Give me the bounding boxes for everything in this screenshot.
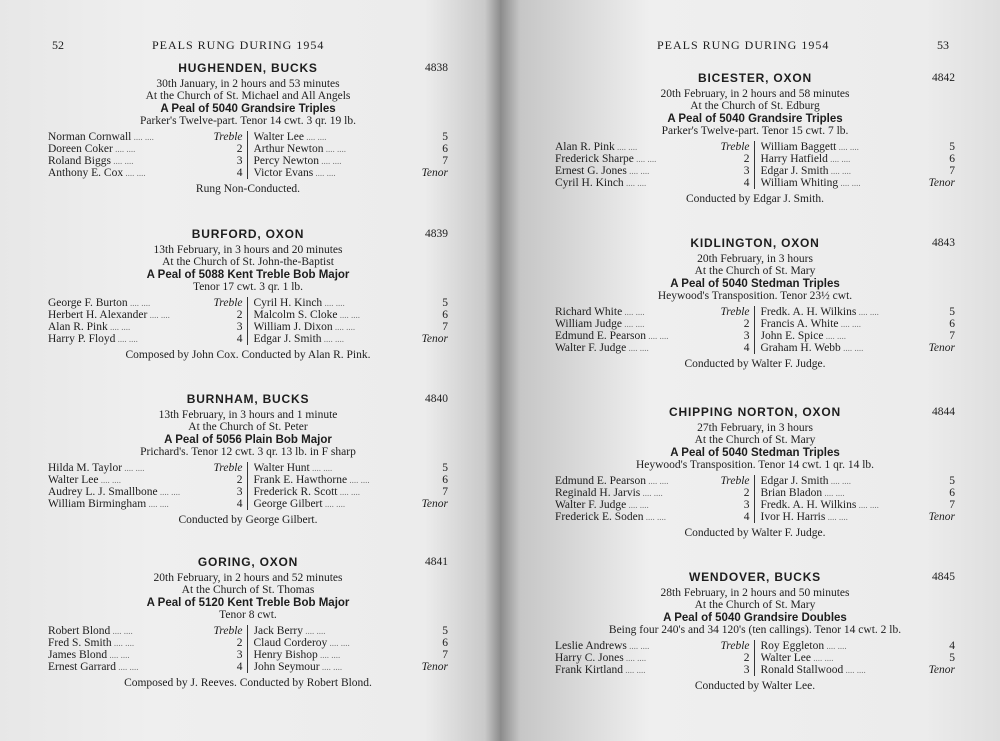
ringers-right-column xyxy=(755,306,956,354)
ringer-bell: 7 xyxy=(949,498,955,511)
ringer-row xyxy=(761,342,956,354)
ringer-name: Roy Eggleton .... xyxy=(761,640,916,652)
peal-entry xyxy=(555,72,955,205)
ringer-bell: Treble xyxy=(720,305,750,318)
ringers-table xyxy=(555,141,955,189)
ringer-bell: 5 xyxy=(949,305,955,318)
ringers-left-column xyxy=(48,462,248,510)
peal-place: HUGHENDEN, BUCKS xyxy=(178,61,318,75)
ringer-row xyxy=(48,321,243,333)
peal-number: 4839 xyxy=(425,228,448,240)
peal-number: 4844 xyxy=(932,406,955,418)
ringer-bell: 7 xyxy=(442,648,448,661)
ringer-name: Fred S. Smith .... xyxy=(48,637,203,649)
ringer-name: Harry P. Floyd .... xyxy=(48,333,203,345)
ringer-name: John Seymour .... xyxy=(254,661,409,673)
peal-method: A Peal of 5040 Stedman Triples xyxy=(670,446,840,459)
ringer-name: William J. Dixon .... xyxy=(254,321,409,333)
peal-entry xyxy=(48,228,448,361)
ringer-bell: 3 xyxy=(743,663,750,676)
ringer-row xyxy=(761,141,956,153)
ringers-right-column xyxy=(755,640,956,676)
ringer-name: Cyril H. Kinch .... xyxy=(555,177,710,189)
ringer-name: Alan R. Pink .... xyxy=(555,141,710,153)
peal-note: Rung Non-Conducted. xyxy=(195,182,301,195)
peal-entry xyxy=(48,62,448,195)
ringer-row xyxy=(254,309,449,321)
running-title: PEALS RUNG DURING 1954 xyxy=(152,38,325,52)
ringer-row xyxy=(254,486,449,498)
ringer-name: Edgar J. Smith .... xyxy=(761,475,916,487)
peal-date-time: 27th February, in 3 hours xyxy=(697,421,813,434)
peal-date-time: 13th February, in 3 hours and 1 minute xyxy=(158,408,338,421)
ringer-row xyxy=(48,309,243,321)
ringer-row xyxy=(254,297,449,309)
ringer-name: Frederick R. Scott .... xyxy=(254,486,409,498)
ringer-bell: 4 xyxy=(949,639,955,652)
ringer-bell: 3 xyxy=(236,320,243,333)
ringer-row xyxy=(48,474,243,486)
ringer-bell: 2 xyxy=(236,142,243,155)
peal-number: 4842 xyxy=(932,72,955,84)
ringer-name: Edgar J. Smith .... xyxy=(761,165,916,177)
ringer-bell: 3 xyxy=(743,498,750,511)
ringer-bell: 5 xyxy=(949,651,955,664)
ringer-bell: Treble xyxy=(213,296,243,309)
peal-place: WENDOVER, BUCKS xyxy=(688,570,821,584)
ringers-right-column xyxy=(755,475,956,523)
ringer-bell: Tenor xyxy=(421,166,448,179)
peal-note: Composed by John Cox. Conducted by Alan R. Pink. xyxy=(125,348,371,361)
ringer-bell: Tenor xyxy=(928,176,955,189)
ringer-bell: 5 xyxy=(442,130,448,143)
ringer-row xyxy=(48,131,243,143)
peal-details: Parker's Twelve-part. Tenor 15 cwt. 7 lb. xyxy=(661,125,849,137)
ringer-row xyxy=(555,153,750,165)
ringer-row xyxy=(761,652,956,664)
ringer-name: Ronald Stallwood .... xyxy=(761,664,916,676)
ringer-name: William Baggett .... xyxy=(761,141,916,153)
ringer-row xyxy=(555,652,750,664)
ringer-name: Henry Bishop .... xyxy=(254,649,409,661)
ringer-row xyxy=(555,165,750,177)
peal-details: Being four 240's and 34 120's (ten callings). Tenor 14 cwt. 2 lb. xyxy=(608,624,902,636)
ringer-row xyxy=(48,297,243,309)
ringer-name: Francis A. White .... xyxy=(761,318,916,330)
peal-date-time: 20th February, in 2 hours and 52 minutes xyxy=(153,571,343,584)
right-page xyxy=(500,0,1000,741)
ringer-bell: 4 xyxy=(236,497,243,510)
page-number: 53 xyxy=(937,38,949,52)
ringer-bell: 4 xyxy=(743,341,750,354)
peal-church: At the Church of St. Edburg xyxy=(690,100,820,112)
ringer-bell: Treble xyxy=(213,130,243,143)
ringer-row xyxy=(555,640,750,652)
ringer-row xyxy=(761,640,956,652)
peal-method: A Peal of 5040 Stedman Triples xyxy=(670,277,840,290)
ringer-name: Doreen Coker .... xyxy=(48,143,203,155)
ringers-right-column xyxy=(248,131,449,179)
ringers-left-column xyxy=(48,297,248,345)
peal-number: 4841 xyxy=(425,556,448,568)
peal-church: At the Church of St. Thomas xyxy=(181,584,315,596)
peal-details: Tenor 17 cwt. 3 qr. 1 lb. xyxy=(192,281,304,293)
ringer-name: Walter Lee .... xyxy=(761,652,916,664)
ringer-name: William Whiting .... xyxy=(761,177,916,189)
ringer-bell: 7 xyxy=(949,329,955,342)
ringer-name: Audrey L. J. Smallbone .... xyxy=(48,486,203,498)
ringer-row xyxy=(555,511,750,523)
ringer-row xyxy=(761,487,956,499)
ringer-bell: 2 xyxy=(236,308,243,321)
ringer-row xyxy=(48,155,243,167)
ringer-row xyxy=(48,625,243,637)
peal-note: Composed by J. Reeves. Conducted by Robert Blond. xyxy=(124,676,372,689)
ringer-row xyxy=(254,637,449,649)
ringer-bell: 6 xyxy=(949,486,955,499)
ringer-bell: 4 xyxy=(743,176,750,189)
ringer-name: Walter F. Judge .... xyxy=(555,499,710,511)
ringer-name: Alan R. Pink .... xyxy=(48,321,203,333)
peal-church: At the Church of St. John-the-Baptist xyxy=(162,256,334,268)
peal-details: Heywood's Transposition. Tenor 14 cwt. 1 qr. 14 lb. xyxy=(635,459,875,471)
ringers-right-column xyxy=(755,141,956,189)
peal-method: A Peal of 5088 Kent Treble Bob Major xyxy=(146,268,350,281)
ringer-row xyxy=(254,498,449,510)
ringer-bell: 3 xyxy=(743,329,750,342)
ringer-name: Walter Lee .... xyxy=(254,131,409,143)
peal-number: 4843 xyxy=(932,237,955,249)
ringers-left-column xyxy=(555,306,755,354)
ringer-name: Edmund E. Pearson .... xyxy=(555,330,710,342)
ringer-bell: 5 xyxy=(442,624,448,637)
ringer-name: William Judge .... xyxy=(555,318,710,330)
ringer-bell: 5 xyxy=(949,474,955,487)
peal-details: Parker's Twelve-part. Tenor 14 cwt. 3 qr. 19 lb. xyxy=(140,115,356,127)
peal-method: A Peal of 5120 Kent Treble Bob Major xyxy=(146,596,350,609)
ringers-table xyxy=(48,462,448,510)
ringer-name: Leslie Andrews .... xyxy=(555,640,710,652)
ringer-name: Victor Evans .... xyxy=(254,167,409,179)
ringer-bell: 7 xyxy=(442,154,448,167)
peal-method: A Peal of 5040 Grandsire Doubles xyxy=(663,611,847,624)
ringer-bell: 2 xyxy=(236,636,243,649)
ringer-bell: 6 xyxy=(949,317,955,330)
ringers-right-column xyxy=(248,625,449,673)
ringer-bell: 6 xyxy=(442,473,448,486)
ringer-bell: 4 xyxy=(236,660,243,673)
ringer-name: Ernest Garrard .... xyxy=(48,661,203,673)
ringer-name: James Blond .... xyxy=(48,649,203,661)
ringer-row xyxy=(254,131,449,143)
ringer-row xyxy=(254,661,449,673)
ringer-bell: 6 xyxy=(442,142,448,155)
ringer-name: Harry C. Jones .... xyxy=(555,652,710,664)
ringers-left-column xyxy=(48,131,248,179)
peal-note: Conducted by Walter F. Judge. xyxy=(684,526,826,539)
ringer-bell: Treble xyxy=(720,140,750,153)
ringer-row xyxy=(48,649,243,661)
ringer-name: Robert Blond .... xyxy=(48,625,203,637)
ringer-row xyxy=(48,661,243,673)
ringer-name: Anthony E. Cox .... xyxy=(48,167,203,179)
ringer-row xyxy=(48,143,243,155)
peal-place: GORING, OXON xyxy=(197,555,299,569)
ringer-name: Reginald H. Jarvis .... xyxy=(555,487,710,499)
ringer-name: Frank Kirtland .... xyxy=(555,664,710,676)
ringer-row xyxy=(254,462,449,474)
ringer-name: Brian Bladon .... xyxy=(761,487,916,499)
peal-method: A Peal of 5056 Plain Bob Major xyxy=(164,433,332,446)
peal-church: At the Church of St. Peter xyxy=(188,421,308,433)
ringer-bell: 7 xyxy=(442,320,448,333)
ringer-name: Malcolm S. Cloke .... xyxy=(254,309,409,321)
ringer-row xyxy=(761,664,956,676)
peal-date-time: 20th February, in 3 hours xyxy=(697,252,813,265)
ringer-row xyxy=(48,462,243,474)
ringer-name: Graham H. Webb .... xyxy=(761,342,916,354)
ringer-name: Frank E. Hawthorne .... xyxy=(254,474,409,486)
peal-place: BURFORD, OXON xyxy=(191,227,305,241)
ringer-row xyxy=(761,153,956,165)
ringer-row xyxy=(555,330,750,342)
ringer-bell: 3 xyxy=(236,485,243,498)
ringer-row xyxy=(555,306,750,318)
ringer-row xyxy=(254,333,449,345)
ringer-bell: 5 xyxy=(442,296,448,309)
ringer-bell: 4 xyxy=(743,510,750,523)
ringer-row xyxy=(254,474,449,486)
ringers-left-column xyxy=(48,625,248,673)
ringer-row xyxy=(555,487,750,499)
ringer-bell: 2 xyxy=(743,651,750,664)
ringer-name: Edmund E. Pearson .... xyxy=(555,475,710,487)
peal-entry xyxy=(555,571,955,692)
peal-entry xyxy=(48,556,448,689)
peal-number: 4840 xyxy=(425,393,448,405)
ringer-row xyxy=(48,333,243,345)
ringer-row xyxy=(555,342,750,354)
ringer-name: Frederick Sharpe .... xyxy=(555,153,710,165)
ringer-name: Roland Biggs .... xyxy=(48,155,203,167)
ringer-row xyxy=(254,167,449,179)
ringer-bell: Treble xyxy=(720,474,750,487)
ringer-name: Walter Lee .... xyxy=(48,474,203,486)
ringer-row xyxy=(555,141,750,153)
ringer-bell: Treble xyxy=(213,461,243,474)
peal-note: Conducted by George Gilbert. xyxy=(178,513,318,526)
ringer-bell: Tenor xyxy=(421,497,448,510)
ringers-left-column xyxy=(555,141,755,189)
ringer-bell: 3 xyxy=(743,164,750,177)
ringer-bell: 5 xyxy=(442,461,448,474)
ringer-bell: 5 xyxy=(949,140,955,153)
ringer-row xyxy=(761,499,956,511)
ringer-row xyxy=(254,321,449,333)
ringer-row xyxy=(761,177,956,189)
ringer-row xyxy=(48,637,243,649)
peal-church: At the Church of St. Mary xyxy=(694,434,816,446)
ringer-row xyxy=(555,177,750,189)
ringer-row xyxy=(555,664,750,676)
ringer-bell: 3 xyxy=(236,648,243,661)
ringer-name: Walter Hunt .... xyxy=(254,462,409,474)
ringer-name: Fredk. A. H. Wilkins .... xyxy=(761,306,916,318)
ringer-row xyxy=(761,306,956,318)
ringers-table xyxy=(555,306,955,354)
ringer-row xyxy=(254,155,449,167)
peal-entry xyxy=(555,237,955,370)
ringer-row xyxy=(555,499,750,511)
ringer-row xyxy=(48,498,243,510)
peal-date-time: 28th February, in 2 hours and 50 minutes xyxy=(660,586,850,599)
ringer-bell: Tenor xyxy=(421,332,448,345)
peal-date-time: 20th February, in 2 hours and 58 minutes xyxy=(660,87,850,100)
ringer-name: Hilda M. Taylor .... xyxy=(48,462,203,474)
ringer-row xyxy=(254,143,449,155)
ringers-table xyxy=(48,131,448,179)
running-title: PEALS RUNG DURING 1954 xyxy=(657,38,830,52)
ringer-name: Ivor H. Harris .... xyxy=(761,511,916,523)
ringer-row xyxy=(555,475,750,487)
peal-place: CHIPPING NORTON, OXON xyxy=(669,405,841,419)
peal-method: A Peal of 5040 Grandsire Triples xyxy=(667,112,843,125)
ringer-name: Edgar J. Smith .... xyxy=(254,333,409,345)
ringer-row xyxy=(555,318,750,330)
peal-entry xyxy=(48,393,448,526)
page-number: 52 xyxy=(52,38,64,52)
ringer-bell: Tenor xyxy=(928,341,955,354)
ringer-name: Claud Corderoy .... xyxy=(254,637,409,649)
ringer-bell: 6 xyxy=(949,152,955,165)
ringer-name: George F. Burton .... xyxy=(48,297,203,309)
ringers-table xyxy=(555,475,955,523)
ringer-name: Richard White .... xyxy=(555,306,710,318)
peal-place: BURNHAM, BUCKS xyxy=(186,392,310,406)
ringer-bell: 2 xyxy=(743,317,750,330)
ringer-row xyxy=(48,167,243,179)
ringer-name: Fredk. A. H. Wilkins .... xyxy=(761,499,916,511)
peal-note: Conducted by Edgar J. Smith. xyxy=(686,192,824,205)
peal-method: A Peal of 5040 Grandsire Triples xyxy=(160,102,336,115)
ringer-bell: Treble xyxy=(213,624,243,637)
peal-entry xyxy=(555,406,955,539)
peal-details: Tenor 8 cwt. xyxy=(219,609,277,621)
peal-church: At the Church of St. Mary xyxy=(694,599,816,611)
ringer-name: Arthur Newton .... xyxy=(254,143,409,155)
ringer-name: Frederick E. Soden .... xyxy=(555,511,710,523)
ringer-name: George Gilbert .... xyxy=(254,498,409,510)
ringer-row xyxy=(761,165,956,177)
ringer-bell: 6 xyxy=(442,308,448,321)
peal-place: BICESTER, OXON xyxy=(698,71,812,85)
ringer-name: Percy Newton .... xyxy=(254,155,409,167)
peal-details: Heywood's Transposition. Tenor 23½ cwt. xyxy=(657,290,853,302)
ringer-bell: 4 xyxy=(236,166,243,179)
ringer-bell: 2 xyxy=(743,152,750,165)
peal-number: 4838 xyxy=(425,62,448,74)
ringer-name: Harry Hatfield .... xyxy=(761,153,916,165)
ringers-table xyxy=(48,625,448,673)
peal-place: KIDLINGTON, OXON xyxy=(690,236,820,250)
ringer-bell: 2 xyxy=(743,486,750,499)
ringer-bell: Treble xyxy=(720,639,750,652)
ringers-right-column xyxy=(248,462,449,510)
ringers-table xyxy=(555,640,955,676)
ringer-name: Cyril H. Kinch .... xyxy=(254,297,409,309)
ringer-row xyxy=(761,330,956,342)
ringers-right-column xyxy=(248,297,449,345)
peal-date-time: 30th January, in 2 hours and 53 minutes xyxy=(156,77,340,90)
ringer-name: Norman Cornwall .... xyxy=(48,131,203,143)
ringer-row xyxy=(48,486,243,498)
peal-details: Prichard's. Tenor 12 cwt. 3 qr. 13 lb. in F sharp xyxy=(140,446,356,458)
ringer-name: Walter F. Judge .... xyxy=(555,342,710,354)
ringer-bell: 7 xyxy=(442,485,448,498)
peal-note: Conducted by Walter F. Judge. xyxy=(684,357,826,370)
ringer-row xyxy=(761,318,956,330)
ringer-bell: Tenor xyxy=(928,510,955,523)
ringer-bell: 4 xyxy=(236,332,243,345)
ringer-row xyxy=(254,625,449,637)
ringer-bell: Tenor xyxy=(928,663,955,676)
peal-date-time: 13th February, in 3 hours and 20 minutes xyxy=(153,243,343,256)
ringer-bell: 3 xyxy=(236,154,243,167)
peal-number: 4845 xyxy=(932,571,955,583)
ringers-table xyxy=(48,297,448,345)
peal-church: At the Church of St. Michael and All Angels xyxy=(145,90,351,102)
ringer-bell: 7 xyxy=(949,164,955,177)
ringer-name: Ernest G. Jones .... xyxy=(555,165,710,177)
ringer-name: Herbert H. Alexander .... xyxy=(48,309,203,321)
ringers-left-column xyxy=(555,475,755,523)
peal-note: Conducted by Walter Lee. xyxy=(694,679,816,692)
ringers-left-column xyxy=(555,640,755,676)
ringer-bell: 6 xyxy=(442,636,448,649)
ringer-bell: Tenor xyxy=(421,660,448,673)
ringer-row xyxy=(761,475,956,487)
ringer-name: Jack Berry .... xyxy=(254,625,409,637)
ringer-name: John E. Spice .... xyxy=(761,330,916,342)
ringer-row xyxy=(254,649,449,661)
ringer-row xyxy=(761,511,956,523)
peal-church: At the Church of St. Mary xyxy=(694,265,816,277)
ringer-name: William Birmingham .... xyxy=(48,498,203,510)
ringer-bell: 2 xyxy=(236,473,243,486)
